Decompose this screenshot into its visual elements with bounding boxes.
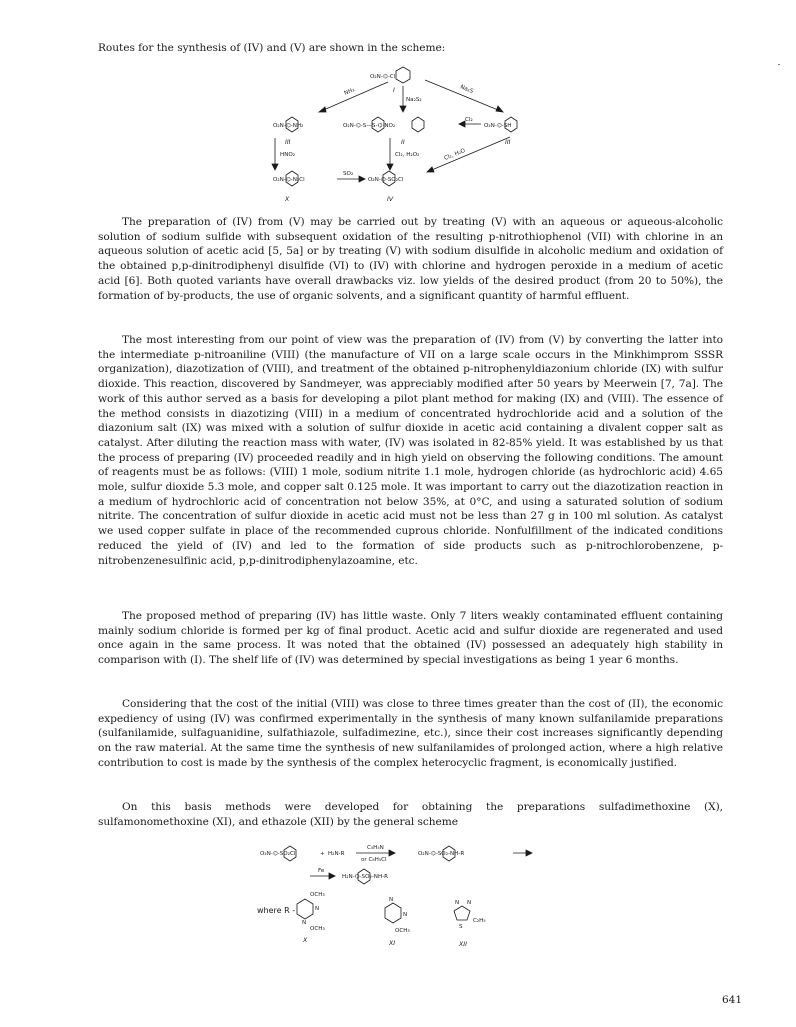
nitrobenzenesulfonyl-chloride: O₂N-⌬-SO₂Cl [368,177,404,183]
page-number: 641 [722,994,743,1006]
benzene-ring [396,67,410,83]
nitro-sulfonamide: O₂N-⌬-SO₂-NH-R [418,851,465,857]
reagent-label: HNO₂ [280,152,296,158]
synthesis-scheme-2 [255,838,555,953]
reagent-label: Cl₂ [465,117,473,123]
condition-label: C₅H₅N [367,845,384,851]
thiadiazole-ring [454,906,470,920]
compound-label: XI [389,940,396,947]
dinitrodiphenyl-disulfide: O₂N-⌬-S—S-⌬-NO₂ [343,123,396,129]
reagent-label: SO₂ [343,171,354,177]
paragraph: The most interesting from our point of view was the preparation of (IV) from (V) by converting the latter into the intermediate p-nitroaniline (VIII) (the manufacture of VII on a large scale occurs in the Minkhimprom SSSR organization), diazotization of (VIII), and treatment of the obtained p-nitrophenyldiazonium chloride (IX) with sulfur dioxide. This reaction, discovered by Sandmeyer, was appreciably modified after 50 years by Meerwein [7, 7a]. The work of this author served as a basis for developing a pilot plant method for making (IX) and (VIII). The essence of the method consists in diazotizing (VIII) in a medium of concentrated hydrochloride acid and a solution of the diazonium salt (IX) was mixed with a solution of sulfur dioxide in acetic acid containing a divalent copper salt as catalyst. After diluting the reaction mass with water, (IV) was isolated in 82-85% yield. It was established by us that the process of preparing (IV) proceeded readily and in high yield on observing the following conditions. The amount of reagents must be as follows: (VIII) 1 mole, sodium nitrite 1.1 mole, hydrogen chloride (as hydrochloric acid) 4.65 mole, sulfur dioxide 5.3 mole, and copper salt 0.125 mole. It was important to carry out the diazotization reaction in a medium of hydrochloric acid of concentration not below 35%, at 0°C, and using a saturated solution of sodium nitrite. The concentration of sulfur dioxide in acetic acid must not be less than 27 g in 100 ml solution. As catalyst we used copper sulfate in place of the recommended cuprous chloride. Nonfulfillment of the indicated conditions reduced the yield of (IV) and led to the formation of side products such as p-nitrochlorobenzene, p-nitrobenzenesulfinic acid, p,p-dinitrodiphenylazoamine, etc. [98,334,723,567]
where-label: where R - [257,906,296,915]
ring-atom: N [455,900,460,906]
reagent-label: Cl₂, H₂O₂ [395,152,420,158]
reagent-label: Cl₂, H₂O [443,148,467,162]
compound-label: I [393,87,395,94]
ring-atom: N [467,900,472,906]
compound-label: IV [387,196,394,203]
sulfanilamide-product: H₂N-⌬-SO₂-NH-R [342,874,389,880]
ring-atom: N [315,906,320,912]
compound-label: X [303,937,308,944]
compound-label: X [285,196,290,203]
nitrobenzenesulfonyl-chloride: O₂N-⌬-SO₂Cl [260,851,296,857]
plus-sign: + [320,851,325,857]
diazonium-chloride: O₂N-⌬-N₂Cl [273,177,305,183]
paragraph: On this basis methods were developed for obtaining the preparations sulfadimethoxine (X), sulfamonomethoxine (XI), and ethazole (XII) by the general scheme [98,801,723,828]
reagent-label: Na₂S₂ [406,97,422,103]
compound-label: II [401,139,405,146]
substituent: OCH₃ [395,928,410,934]
substituent: C₂H₅ [473,918,486,924]
ring-atom: N [389,897,394,903]
ring-atom: N [403,912,408,918]
synthesis-scheme-1 [255,60,555,210]
reagent-label: Fe [318,868,325,874]
p-nitroaniline: O₂N-⌬-NH₂ [273,123,304,129]
compound-label: III [285,139,291,146]
compound-label: XII [459,941,467,948]
paragraph: The proposed method of preparing (IV) has little waste. Only 7 liters weakly contaminated effluent containing mainly sodium chloride is formed per kg of final product. Acetic acid and sulfur dioxide are regenerated and used once again in the same process. It was noted that the obtained (IV) possessed an adequately high stability in comparison with (I). The shelf life of (IV) was determined by special investigations as being 1 year 6 months. [98,610,723,667]
ring-atom: N [302,920,307,926]
paragraph: The preparation of (IV) from (V) may be carried out by treating (V) with an aqueous or aqueous-alcoholic solution of sodium sulfide with subsequent oxidation of the resulting p-nitrothiophenol (VII) with chlorine in an aqueous solution of acetic acid [5, 5a] or by treating (V) with sodium disulfide in alcoholic medium and oxidation of the obtained p,p-dinitrodiphenyl disulfide (VI) to (IV) with chlorine and hydrogen peroxide in a medium of acetic acid [6]. Both quoted variants have overall drawbacks viz. low yields of the desired product (from 20 to 50%), the formation of by-products, the use of organic solvents, and a significant quantity of harmful effluent. [98,216,723,302]
amine-reactant: H₂N-R [328,851,345,857]
substituent: OCH₃ [310,892,325,898]
p-nitrothiophenol: O₂N-⌬-SH [484,123,512,129]
condition-label: or C₆H₅Cl [361,857,387,863]
intro-line: Routes for the synthesis of (IV) and (V) are shown in the scheme: [98,42,446,54]
paragraph: Considering that the cost of the initial (VIII) was close to three times greater than the cost of (II), the economic expediency of using (IV) was confirmed experimentally in the synthesis of many known sulfanilamide preparations (sulfanilamide, sulfaguanidine, sulfathiazole, sulfadimezine, etc.), since their cost increases significantly depending on the raw material. At the same time the synthesis of new sulfanilamides of prolonged action, where a high relative contribution to cost is made by the synthesis of the complex heterocyclic fragment, is economically justified. [98,698,723,769]
pyrimidine-ring [297,899,313,919]
substituent: OCH₃ [310,926,325,932]
scan-speck [778,64,780,65]
reagent-label: Na₂S [459,84,474,95]
pyrimidine-ring [385,903,401,923]
compound-label: III [505,139,511,146]
reagent-label: NH₃ [343,87,356,97]
p-nitrochlorobenzene: O₂N-⌬-Cl [370,74,396,80]
ring-atom: S [459,924,463,930]
